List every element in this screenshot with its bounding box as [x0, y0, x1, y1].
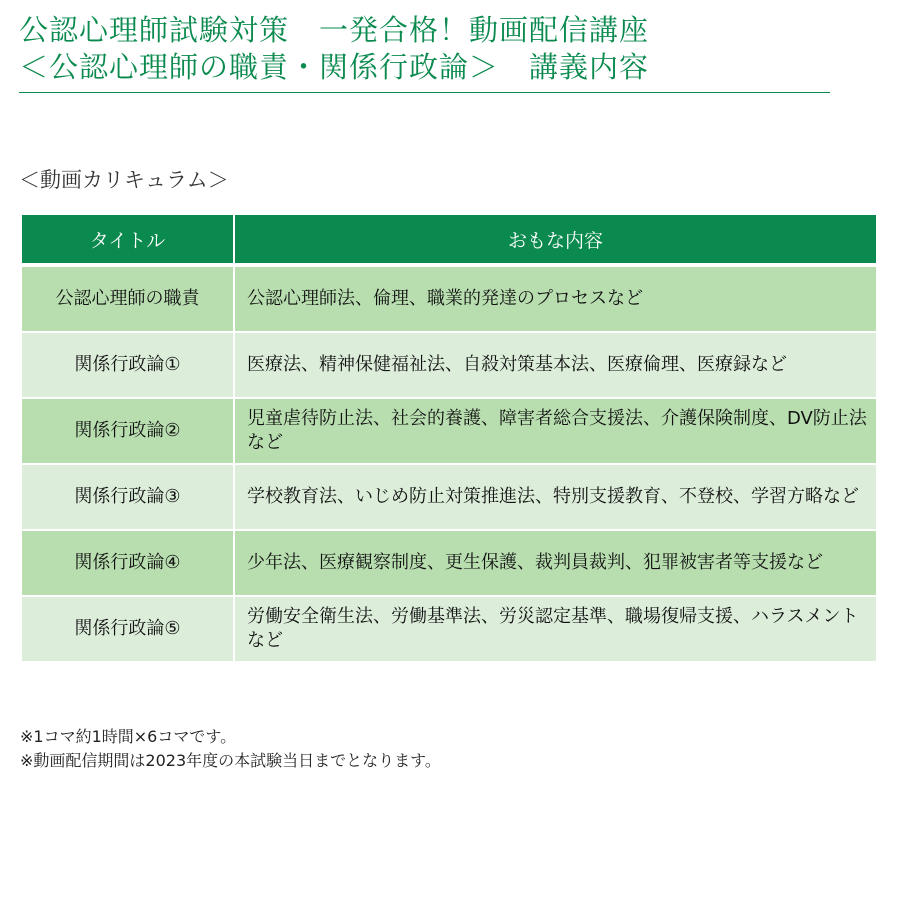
table-row — [22, 265, 876, 332]
note-line: ※動画配信期間は2023年度の本試験当日までとなります。 — [20, 751, 441, 770]
row-title: 関係行政論④ — [22, 530, 234, 596]
row-title: 関係行政論② — [22, 398, 234, 464]
notes — [20, 725, 441, 773]
section-label: ＜動画カリキュラム＞ — [19, 168, 229, 192]
column-header-content: おもな内容 — [234, 215, 876, 265]
row-title: 関係行政論③ — [22, 464, 234, 530]
row-content: 公認心理師法、倫理、職業的発達のプロセスなど — [234, 265, 876, 332]
row-content: 少年法、医療観察制度、更生保護、裁判員裁判、犯罪被害者等支援など — [234, 530, 876, 596]
row-content: 学校教育法、いじめ防止対策推進法、特別支援教育、不登校、学習方略など — [234, 464, 876, 530]
row-content: 医療法、精神保健福祉法、自殺対策基本法、医療倫理、医療録など — [234, 332, 876, 398]
note-line: ※1コマ約1時間×6コマです。 — [20, 727, 237, 746]
table-row — [22, 530, 876, 596]
table-row — [22, 332, 876, 398]
row-content: 児童虐待防止法、社会的養護、障害者総合支援法、介護保険制度、DV防止法など — [234, 398, 876, 464]
row-title: 公認心理師の職責 — [22, 265, 234, 332]
page-title — [19, 12, 830, 93]
table-row — [22, 464, 876, 530]
row-title: 関係行政論① — [22, 332, 234, 398]
table-header-row — [22, 215, 876, 265]
column-header-title: タイトル — [22, 215, 234, 265]
row-title: 関係行政論⑤ — [22, 596, 234, 662]
table-row — [22, 398, 876, 464]
table-row — [22, 596, 876, 662]
title-line-1: 公認心理師試験対策 一発合格！動画配信講座 — [19, 13, 650, 47]
curriculum-table — [22, 215, 876, 663]
title-line-2: ＜公認心理師の職責・関係行政論＞ 講義内容 — [19, 50, 650, 84]
row-content: 労働安全衛生法、労働基準法、労災認定基準、職場復帰支援、ハラスメントなど — [234, 596, 876, 662]
